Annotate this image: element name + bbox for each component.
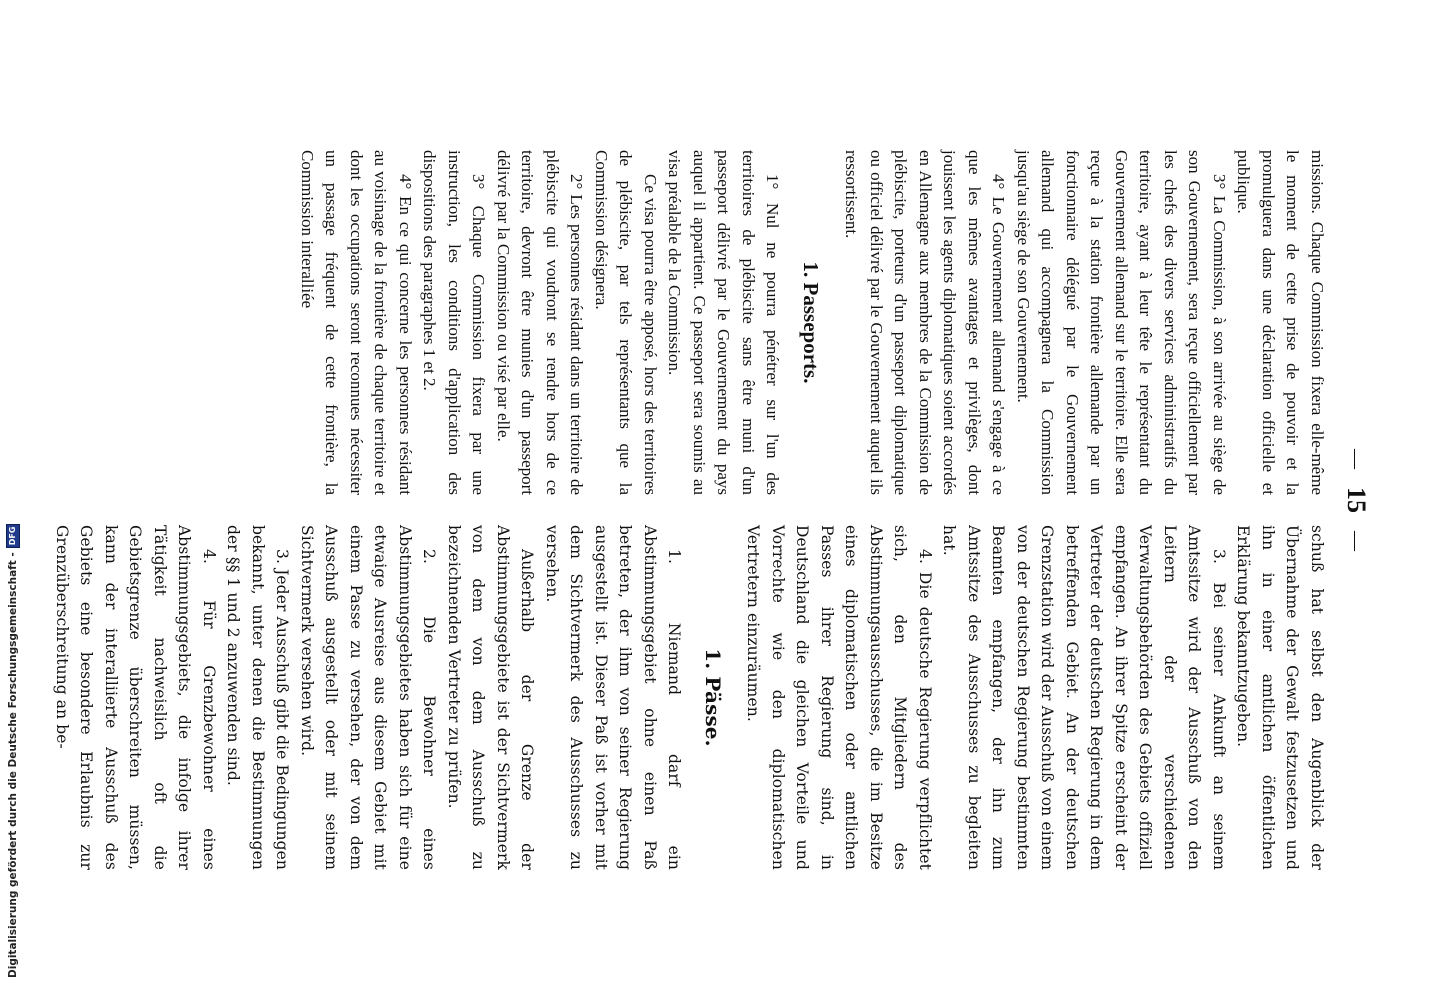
- french-section-heading: 1. Passeports.: [799, 261, 823, 384]
- german-paragraph-3: 4. Die deutsche Regierung verpflichtet sich, den Mitgliedern des Abstimmungsausschusses, die im Besitze eines diplomatischen oder amtlichen Passes ihrer Regierung sind, in Deutschland die gleichen Vorteile und Vorrechte wie den diplomatischen Vertretern einzuräumen.: [744, 525, 934, 870]
- german-paragraph-5: Außerhalb der Grenze der Abstimmungsgebiete ist der Sichtvermerk von dem von dem Ausschuß zu bezeichnenden Vertreter zu prüfen.: [445, 525, 537, 870]
- dfg-logo-icon: DFG: [6, 524, 20, 549]
- french-paragraph-1: missions. Chaque Commission fixera elle-même le moment de cette prise de pouvoir et la promulguera dans une déclaration officielle et publique.: [1234, 150, 1327, 495]
- german-paragraph-7: 3. Jeder Ausschuß gibt die Bedingungen bekannt, unter denen die Bestimmungen der §§ 1 und 2 anzuwenden sind.: [224, 525, 292, 870]
- text-columns: [53, 150, 1329, 870]
- digitization-note-text-wrap: [6, 524, 20, 978]
- german-column: [53, 525, 1329, 870]
- digitization-note-text: Digitalisierung gefördert durch die Deutsche Forschungsgemeinschaft -: [7, 552, 19, 978]
- french-paragraph-2: 3° La Commission, à son arrivée au siège de son Gouvernement, sera reçue officiellement par les chefs des divers services administratifs du territoire, ayant à leur tête le représentant du Gouvernement allemand sur le territoire. Elle sera reçue à la station frontière allemande par un fonctionnaire délégué par le Gouvernement allemand qui accompagnera la Commission jusqu'au siège de son Gouvernement.: [1014, 150, 1229, 495]
- page-header: [1336, 0, 1376, 1000]
- french-paragraph-5: Ce visa pourra être apposé, hors des territoires de plébiscite, par tels représentants que la Commission désignera.: [592, 150, 660, 495]
- german-paragraph-1: schuß hat selbst den Augenblick der Übernahme der Gewalt festzusetzen und ihn in einer amtlichen öffentlichen Erklärung bekanntzugeben.: [1234, 525, 1326, 870]
- french-paragraph-7: 3° Chaque Commission fixera par une instruction, les conditions d'application des dispositions des paragraphes 1 et 2.: [420, 150, 489, 495]
- french-paragraph-6: 2° Les personnes résidant dans un territoire de plébiscite qui voudront se rendre hors de ce territoire, devront être munies d'un passeport délivré par la Commission ou visé par elle.: [494, 150, 587, 495]
- german-paragraph-4: 1. Niemand darf ein Abstimmungsgebiet ohne einen Paß betreten, der ihm von seiner Regierung ausgestellt ist. Dieser Paß ist vorher mit dem Sichtvermerk des Ausschusses zu versehen.: [543, 525, 684, 870]
- page-number: 15: [1342, 487, 1371, 513]
- german-paragraph-2: 3. Bei seiner Ankunft an seinem Amtssitze wird der Ausschuß von den Leitern der verschiedenen Verwaltungsbehörden des Gebiets offiziell empfangen. An ihrer Spitze erscheint der Vertreter der deutschen Regierung in dem betreffenden Gebiet. An der deutschen Grenzstation wird der Ausschuß von einem von der deutschen Regierung bestimmten Beamten empfangen, der ihn zum Amtssitze des Ausschusses zu begleiten hat.: [940, 525, 1228, 870]
- french-paragraph-4: 1° Nul ne pourra pénétrer sur l'un des territoires de plébiscite sans être muni d'un passeport délivré par le Gouvernement du pays auquel il appartient. Ce passeport sera soumis au visa préalable de la Commission.: [665, 150, 783, 495]
- german-paragraph-8: 4. Für Grenzbewohner eines Abstimmungsgebiets, die infolge ihrer Tätigkeit nachweislich oft die Gebietsgrenze überschreiten müssen, kann der interalliierte Ausschuß des Gebiets eine besondere Erlaubnis zur Grenzüberschreitung an be-: [53, 525, 218, 870]
- french-column: [99, 150, 1329, 495]
- german-paragraph-6: 2. Die Bewohner eines Abstimmungsgebietes haben sich für eine etwaige Ausreise aus diesem Gebiet mit einem Passe zu versehen, der von dem Ausschuß ausgestellt oder mit seinem Sichtvermerk versehen wird.: [298, 525, 439, 870]
- french-paragraph-3: 4° Le Gouvernement allemand s'engage à ce que les mêmes avantages et privilèges, dont jouissent les agents diplomatiques soient accordés en Allemagne aux membres de la Commission de plébiscite, porteurs d'un passeport diplomatique ou officiel délivré par le Gouvernement auquel ils ressortissent.: [842, 150, 1009, 495]
- german-section-heading: 1. Pässe.: [701, 648, 725, 747]
- header-dash-left: —: [1345, 449, 1368, 469]
- french-paragraph-8: 4° En ce qui concerne les personnes résidant au voisinage de la frontière de chaque territoire et dont les occupations seront reconnues nécessiter un passage fréquent de cette frontière, la Commission interalliée: [298, 150, 415, 495]
- digitization-note: [6, 2, 18, 992]
- header-dash-right: —: [1345, 531, 1368, 551]
